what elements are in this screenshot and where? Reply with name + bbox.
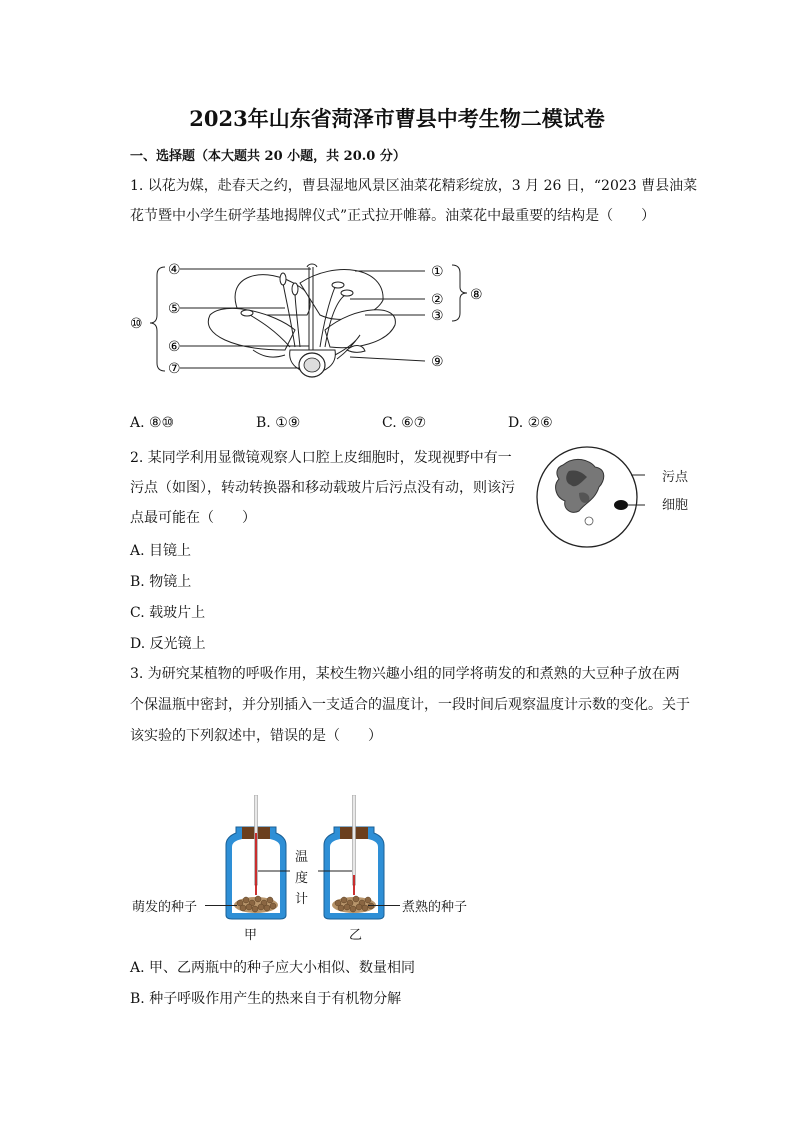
label-yi: 乙: [349, 928, 363, 943]
q2-option-b[interactable]: B. 物镜上: [130, 574, 192, 590]
thermometer-label-char3: 计: [295, 892, 309, 907]
section-heading: 一、选择题（本大题共 20 小题，共 20.0 分）: [130, 149, 406, 164]
boiled-leader-line: [368, 905, 400, 906]
flower-label-10: ⑩: [130, 316, 143, 332]
q3-option-b[interactable]: B. 种子呼吸作用产生的热来自于有机物分解: [130, 991, 402, 1007]
label-boiled-seeds: 煮熟的种子: [402, 900, 468, 915]
q1-option-a[interactable]: A. ⑧⑩: [130, 415, 175, 431]
q3-stem-line2: 个保温瓶中密封，并分别插入一支适合的温度计，一段时间后观察温度计示数的变化。关于: [130, 697, 690, 713]
q1-option-c[interactable]: C. ⑥⑦: [382, 415, 427, 431]
q2-stem-line3: 点最可能在（ ）: [130, 510, 256, 526]
flower-label-5: ⑤: [168, 301, 181, 317]
flower-label-1: ①: [431, 264, 444, 280]
flower-label-6: ⑥: [168, 339, 181, 355]
label-cell: 细胞: [662, 498, 689, 513]
q1-stem-line1: 1. 以花为媒，赴春天之约，曹县湿地风景区油菜花精彩绽放，3 月 26 日，“2023 曹县油菜: [130, 178, 698, 194]
q2-stem-line1: 2. 某同学利用显微镜观察人口腔上皮细胞时，发现视野中有一: [130, 450, 512, 466]
flower-label-7: ⑦: [168, 361, 181, 377]
q3-option-a[interactable]: A. 甲、乙两瓶中的种子应大小相似、数量相同: [130, 960, 416, 976]
thermometer-label: [295, 847, 311, 910]
q2-option-d[interactable]: D. 反光镜上: [130, 636, 206, 652]
label-germinating-seeds: 萌发的种子: [132, 900, 198, 915]
q1-option-d[interactable]: D. ②⑥: [508, 415, 553, 431]
q1-option-b[interactable]: B. ①⑨: [256, 415, 301, 431]
q3-stem-line1: 3. 为研究某植物的呼吸作用，某校生物兴趣小组的同学将萌发的和煮熟的大豆种子放在两: [130, 666, 680, 682]
flower-label-8: ⑧: [470, 287, 483, 303]
label-jia: 甲: [244, 928, 258, 943]
thermometer-label-char1: 温: [295, 850, 309, 865]
q2-option-a[interactable]: A. 目镜上: [130, 543, 192, 559]
q1-stem-line2: 花节暨中小学生研学基地揭牌仪式”正式拉开帷幕。油菜花中最重要的结构是（ ）: [130, 208, 656, 224]
flower-label-4: ④: [168, 262, 181, 278]
q3-stem-line3: 该实验的下列叙述中，错误的是（ ）: [130, 728, 382, 744]
thermometer-label-char2: 度: [295, 871, 309, 886]
label-dirt: 污点: [662, 470, 689, 485]
page-title: 2023年山东省菏泽市曹县中考生物二模试卷: [189, 106, 605, 131]
q2-stem-line2: 污点（如图），转动转换器和移动载玻片后污点没有动，则该污: [130, 480, 515, 496]
microscope-field-diagram: [535, 445, 645, 555]
q2-option-c[interactable]: C. 载玻片上: [130, 605, 206, 621]
flower-label-3: ③: [431, 308, 444, 324]
flower-diagram: [125, 255, 495, 415]
germinating-leader-line: [205, 905, 237, 906]
flower-label-2: ②: [431, 292, 444, 308]
flower-label-9: ⑨: [431, 354, 444, 370]
